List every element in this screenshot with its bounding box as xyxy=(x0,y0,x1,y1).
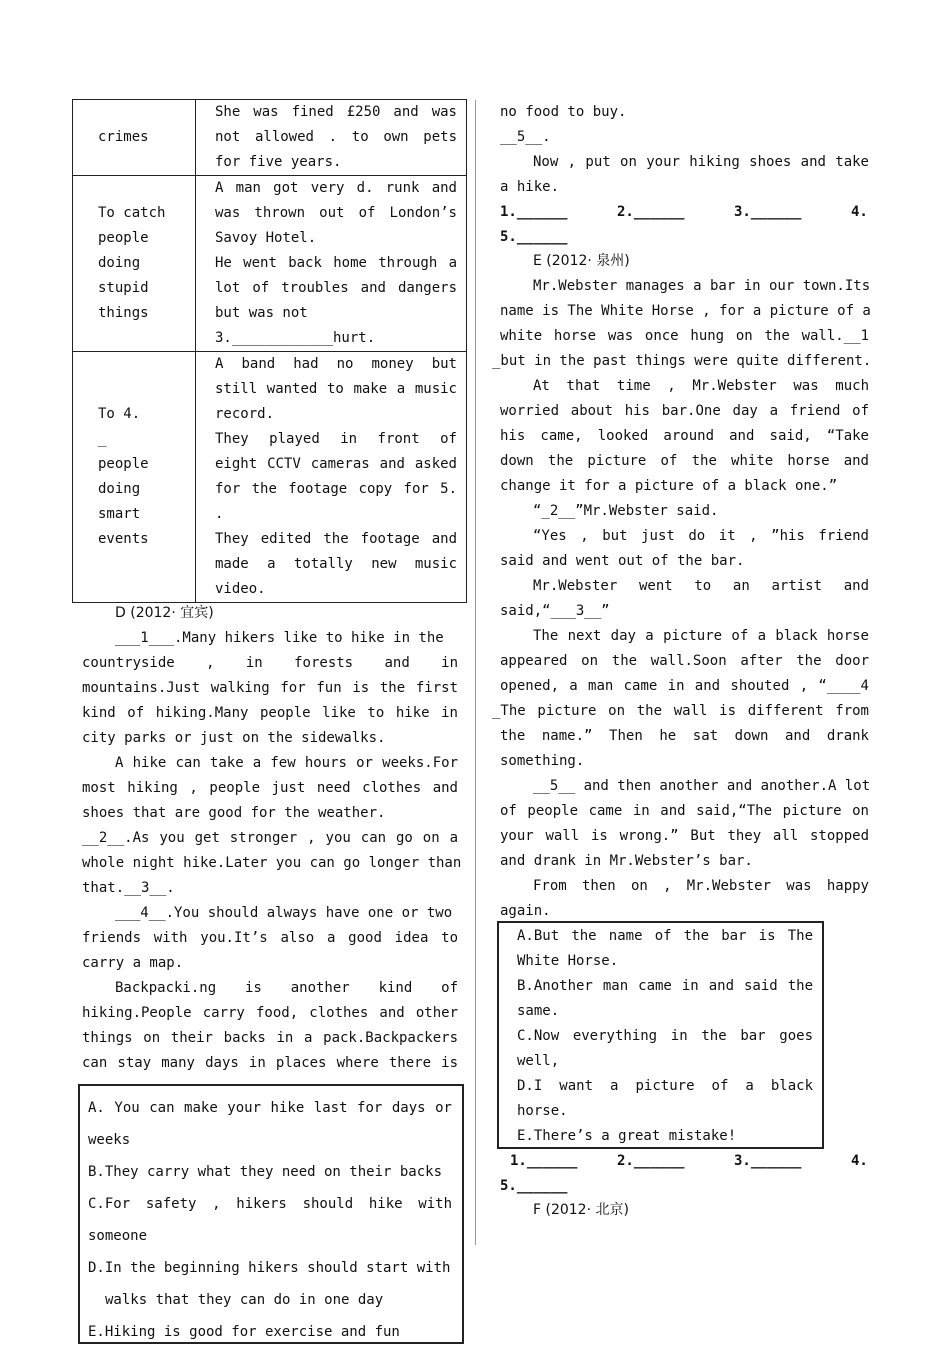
paragraph-line: ___4__.You should always have one or two xyxy=(115,905,453,921)
option-line: White Horse. xyxy=(517,953,619,969)
paragraph-line: friends with you.It’s also a good idea to xyxy=(82,930,458,946)
answer-5[interactable]: 5.______ xyxy=(500,229,568,245)
option-line: horse. xyxy=(517,1103,568,1119)
section-d-heading: D (2012· 宜宾) xyxy=(115,605,214,621)
paragraph-line: “_2__”Mr.Webster said. xyxy=(533,503,719,519)
option-line: well, xyxy=(517,1053,560,1069)
option-line: same. xyxy=(517,1003,560,1019)
paragraph-line: shoes that are good for the weather. xyxy=(82,805,386,821)
column-divider xyxy=(475,100,476,1245)
paragraph-line: your wall is wrong.” But they all stopped xyxy=(500,828,869,844)
table-cell-text: A band had no money but still wanted to make a music record. They played in front of eight CCTV cameras and asked for the footage copy for 5. . They edited the footage and made a totally new music video. xyxy=(196,352,467,603)
paragraph-line: things on their backs in a pack.Backpackers xyxy=(82,1030,458,1046)
table-row xyxy=(73,100,467,176)
paragraph-line: of people came in and said,“The picture on xyxy=(500,803,869,819)
option-line: E.There’s a great mistake! xyxy=(517,1128,737,1144)
answer-3[interactable]: 3.______ xyxy=(734,1153,802,1169)
paragraph-line: white horse was once hung on the wall.__1 xyxy=(500,328,869,344)
paragraph-line: mountains.Just walking for fun is the first xyxy=(82,680,458,696)
option-line: E.Hiking is good for exercise and fun xyxy=(88,1324,400,1340)
option-line: weeks xyxy=(88,1132,131,1148)
paragraph-line: that.__3__. xyxy=(82,880,175,896)
paragraph-line: From then on , Mr.Webster was happy xyxy=(533,878,869,894)
paragraph-line: city parks or just on the sidewalks. xyxy=(82,730,386,746)
paragraph-line: worried about his bar.One day a friend of xyxy=(500,403,869,419)
table-row xyxy=(73,352,467,603)
paragraph-line: appeared on the wall.Soon after the door xyxy=(500,653,869,669)
option-line: A. You can make your hike last for days or xyxy=(88,1100,452,1116)
paragraph-line: a hike. xyxy=(500,179,560,195)
paragraph-line: __5__. xyxy=(500,129,551,145)
options-box-d xyxy=(78,1084,464,1344)
paragraph-line: carry a map. xyxy=(82,955,184,971)
table-cell-text: She was fined £250 and was not allowed . to own pets for five years. xyxy=(196,100,467,176)
paragraph-line: his came, looked around and said, “Take xyxy=(500,428,869,444)
info-table xyxy=(72,99,467,603)
table-row xyxy=(73,176,467,352)
table-cell-label: crimes xyxy=(73,100,196,176)
options-box-e xyxy=(497,921,824,1149)
option-line: D.In the beginning hikers should start with xyxy=(88,1260,451,1276)
answer-1[interactable]: 1.______ xyxy=(500,204,568,220)
paragraph-line: change it for a picture of a black one.” xyxy=(500,478,838,494)
answer-4[interactable]: 4. xyxy=(851,1153,868,1169)
paragraph-line: whole night hike.Later you can go longer than xyxy=(82,855,462,871)
answer-2[interactable]: 2.______ xyxy=(617,204,685,220)
paragraph-line: again. xyxy=(500,903,551,919)
paragraph-line: ___1___.Many hikers like to hike in the xyxy=(115,630,444,646)
paragraph-line: Mr.Webster manages a bar in our town.Its xyxy=(533,278,871,294)
option-line: someone xyxy=(88,1228,148,1244)
paragraph-line: Backpacki.ng is another kind of xyxy=(115,980,458,996)
option-line: B.They carry what they need on their backs xyxy=(88,1164,443,1180)
section-e-heading: E (2012· 泉州) xyxy=(533,253,630,269)
table-cell-label: To catch people doing stupid things xyxy=(73,176,196,352)
table-cell-text: A man got very d. runk and was thrown out of London’s Savoy Hotel. He went back home through a lot of troubles and dangers but was not 3.____________hurt. xyxy=(196,176,467,352)
option-line: C.Now everything in the bar goes xyxy=(517,1028,813,1044)
table-cell-label: To 4. _ people doing smart events xyxy=(73,352,196,603)
paragraph-line: no food to buy. xyxy=(500,104,627,120)
paragraph-line: and drank in Mr.Webster’s bar. xyxy=(500,853,753,869)
paragraph-line: can stay many days in places where there is xyxy=(82,1055,458,1071)
answer-4[interactable]: 4. xyxy=(851,204,868,220)
paragraph-line: A hike can take a few hours or weeks.For xyxy=(115,755,458,771)
paragraph-line: Now , put on your hiking shoes and take xyxy=(533,154,869,170)
paragraph-line: said and went out of the bar. xyxy=(500,553,745,569)
paragraph-line: Mr.Webster went to an artist and xyxy=(533,578,869,594)
paragraph-line: down the picture of the white horse and xyxy=(500,453,869,469)
option-line: walks that they can do in one day xyxy=(105,1292,384,1308)
paragraph-line: “Yes , but just do it , ”his friend xyxy=(533,528,869,544)
paragraph-line: the name.” Then he sat down and drank xyxy=(500,728,869,744)
paragraph-line: __2__.As you get stronger , you can go on a xyxy=(82,830,458,846)
paragraph-line: most hiking , people just need clothes and xyxy=(82,780,458,796)
answer-5[interactable]: 5.______ xyxy=(500,1178,568,1194)
option-line: B.Another man came in and said the xyxy=(517,978,813,994)
option-line: D.I want a picture of a black xyxy=(517,1078,813,1094)
paragraph-line: _but in the past things were quite different. xyxy=(492,353,872,369)
answer-1[interactable]: 1.______ xyxy=(510,1153,578,1169)
answer-2[interactable]: 2.______ xyxy=(617,1153,685,1169)
paragraph-line: name is The White Horse , for a picture of a xyxy=(500,303,871,319)
paragraph-line: The next day a picture of a black horse xyxy=(533,628,869,644)
option-line: C.For safety , hikers should hike with xyxy=(88,1196,452,1212)
paragraph-line: hiking.People carry food, clothes and other xyxy=(82,1005,458,1021)
paragraph-line: something. xyxy=(500,753,585,769)
section-f-heading: F (2012· 北京) xyxy=(533,1202,629,1218)
paragraph-line: kind of hiking.Many people like to hike in xyxy=(82,705,458,721)
paragraph-line: At that time , Mr.Webster was much xyxy=(533,378,869,394)
paragraph-line: __5__ and then another and another.A lot xyxy=(533,778,871,794)
paragraph-line: countryside , in forests and in xyxy=(82,655,458,671)
paragraph-line: _The picture on the wall is different from xyxy=(492,703,869,719)
paragraph-line: opened, a man came in and shouted , “____4 xyxy=(500,678,869,694)
answer-3[interactable]: 3.______ xyxy=(734,204,802,220)
option-line: A.But the name of the bar is The xyxy=(517,928,813,944)
paragraph-line: said,“___3__” xyxy=(500,603,610,619)
